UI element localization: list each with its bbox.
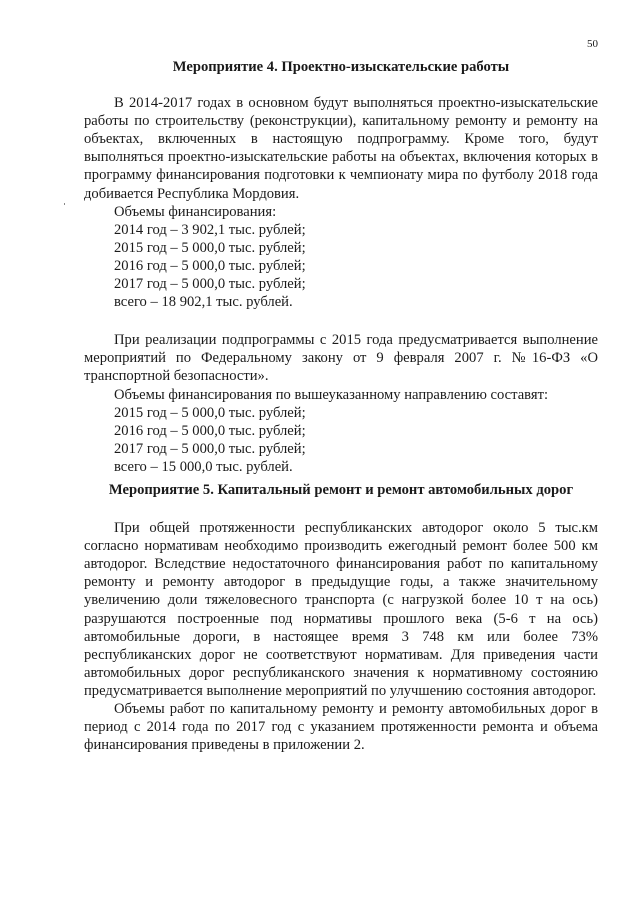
section-5-paragraph-2: Объемы работ по капитальному ремонту и ремонту автомобильных дорог в период с 2014 года по 2017 год с указанием протяженности ремонта и объема финансирования приведены в приложении 2. [84, 701, 598, 754]
scan-mark [64, 203, 65, 205]
page-number: 50 [587, 38, 598, 50]
funding2-title: Объемы финансирования по вышеуказанному направлению составят: [114, 386, 549, 403]
funding2-line: 2015 год – 5 000,0 тыс. рублей; [114, 404, 306, 421]
transport-security-paragraph: При реализации подпрограммы с 2015 года предусматривается выполнение мероприятий по Федеральному закону от 9 февраля 2007 г. №16-ФЗ «О транспортной безопасности». [84, 332, 598, 385]
section-5-heading: Мероприятие 5. Капитальный ремонт и ремонт автомобильных дорог [108, 481, 574, 498]
funding-line: 2015 год – 5 000,0 тыс. рублей; [114, 239, 306, 256]
funding-line: 2016 год – 5 000,0 тыс. рублей; [114, 257, 306, 274]
funding-line: 2017 год – 5 000,0 тыс. рублей; [114, 276, 306, 293]
funding-total: всего – 18 902,1 тыс. рублей. [114, 294, 293, 311]
funding2-line: 2016 год – 5 000,0 тыс. рублей; [114, 422, 306, 439]
funding2-total: всего – 15 000,0 тыс. рублей. [114, 458, 293, 475]
document-body [84, 58, 598, 754]
section-4-paragraph: В 2014-2017 годах в основном будут выполняться проектно-изыскательские работы по строительству (реконструкции), капитальному ремонту и ремонту на объектах, включенных в настоящую подпрограмму. Кроме того, будут выполняться проектно-изыскательские работы на объектах, включения которых в программу финансирования подготовки к чемпионату мира по футболу 2018 года добивается Республика Мордовия. [84, 95, 598, 202]
funding2-line: 2017 год – 5 000,0 тыс. рублей; [114, 440, 306, 457]
section-4-heading: Мероприятие 4. Проектно-изыскательские работы [172, 59, 510, 75]
funding-title: Объемы финансирования: [114, 203, 277, 220]
section-5-paragraph-1: При общей протяженности республиканских автодорог около 5 тыс.км согласно нормативам необходимо производить ежегодный ремонт более 500 км автодорог. Вследствие недостаточного финансирования работ по капитальному ремонту и ремонту автодорог в предыдущие годы, а также значительному увеличению доли тяжеловесного транспорта (с нагрузкой более 10 т на ось) разрушаются построенные под нормативы прошлого века (5-6 т на ось) автомобильные дороги, в настоящее время 3 748 км или более 73% республиканских дорог не соответствуют нормативам. Для приведения части автомобильных дорог республиканского значения к нормативному состоянию предусматривается выполнение мероприятий по улучшению состояния автодорог. [84, 520, 598, 699]
funding-line: 2014 год – 3 902,1 тыс. рублей; [114, 221, 306, 238]
